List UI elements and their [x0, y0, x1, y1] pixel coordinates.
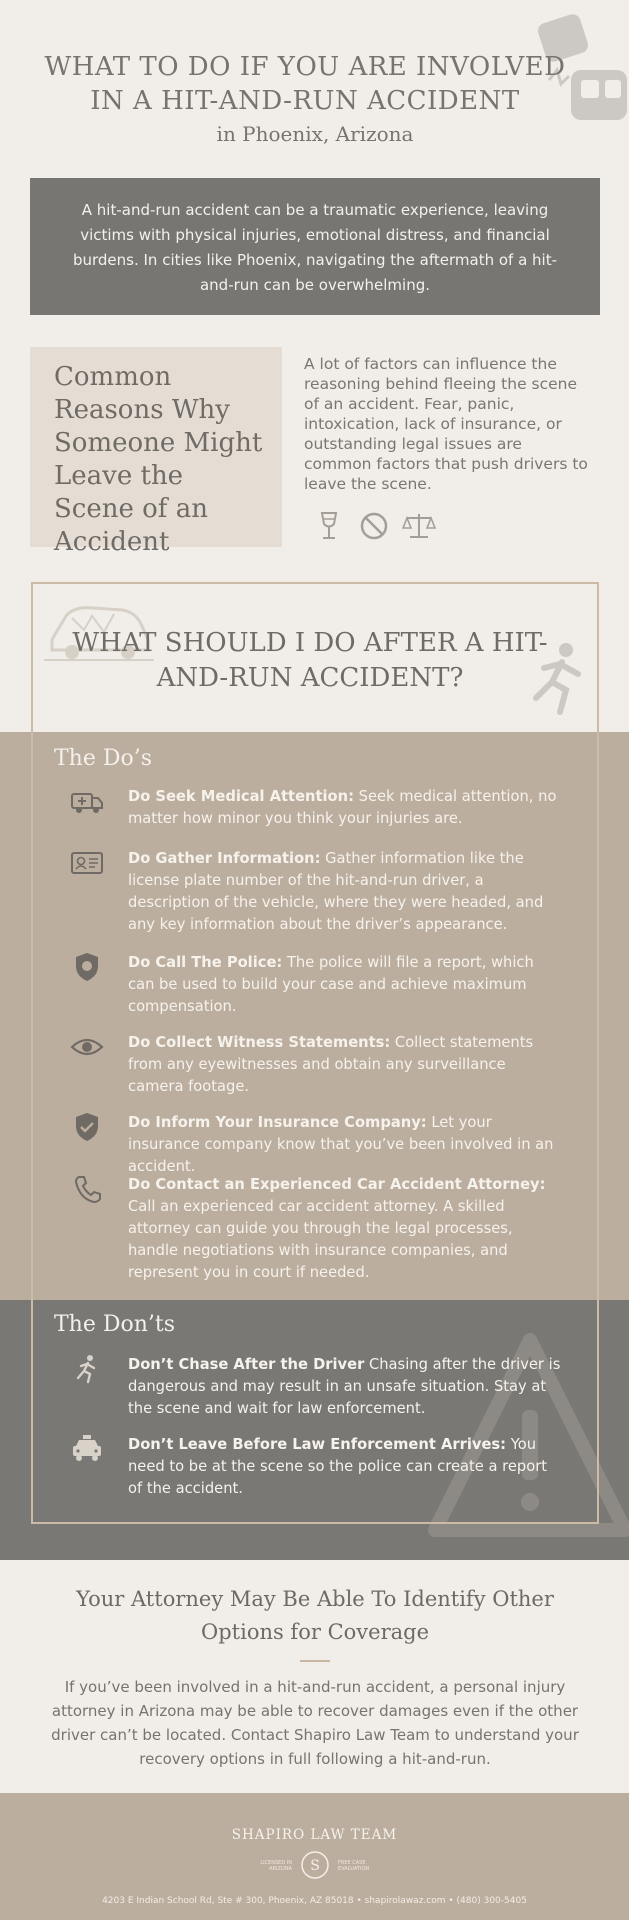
- footer-contact: 4203 E Indian School Rd, Ste # 300, Phoenix, AZ 85018 • shapirolawaz.com • (480) 300-5405: [102, 1896, 527, 1906]
- section-title-what-to-do: WHAT SHOULD I DO AFTER A HIT-AND-RUN ACCIDENT?: [72, 628, 548, 693]
- page-subtitle: in Phoenix, Arizona: [216, 122, 414, 146]
- scales-icon: [402, 510, 432, 542]
- do-item-witness: Do Collect Witness Statements: Collect statements from any eyewitnesses and obtain any surveillance camera footage.: [128, 1034, 534, 1095]
- svg-text:S: S: [310, 1858, 320, 1874]
- attorney-title: Your Attorney May Be Able To Identify Other Options for Coverage: [76, 1587, 554, 1644]
- wine-glass-icon: [314, 510, 344, 542]
- dont-item-leave: Don’t Leave Before Law Enforcement Arrives: You need to be at the scene so the police can create a report of the accident.: [128, 1436, 547, 1497]
- prohibited-icon: [358, 510, 388, 542]
- reasons-text: A lot of factors can influence the reasoning behind fleeing the scene of an accident. Fear, panic, intoxication, lack of insurance, or outstanding legal issues are common factors that push drivers to leave the scene.: [304, 355, 588, 493]
- do-item-gather: Do Gather Information: Gather information like the license plate number of the hit-and-run driver, a description of the vehicle, where they were headed, and any key information about the driver’s appearance.: [128, 850, 544, 933]
- intro-box: [30, 178, 600, 315]
- footer-tag-right: FREE CASE EVALUATION: [338, 1860, 370, 1872]
- reasons-title-box: [30, 347, 282, 557]
- page-title: WHAT TO DO IF YOU ARE INVOLVED IN A HIT-AND-RUN ACCIDENT: [44, 52, 566, 116]
- intro-text: A hit-and-run accident can be a traumatic experience, leaving victims with physical injuries, emotional distress, and financial burdens. In cities like Phoenix, navigating the aftermath of a hit-and-run can be overwhelming.: [72, 201, 558, 294]
- divider: [300, 1660, 330, 1662]
- dos-label: The Do’s: [54, 746, 153, 771]
- do-item-police: Do Call The Police: The police will file a report, which can be used to build your case and achieve maximum compensation.: [128, 954, 534, 1015]
- footer-brand: SHAPIRO LAW TEAM: [231, 1827, 398, 1843]
- do-item-medical: Do Seek Medical Attention: Seek medical attention, no matter how minor you think your injuries are.: [128, 788, 557, 827]
- what-to-do-frame: [31, 582, 599, 1524]
- do-item-insurance: Do Inform Your Insurance Company: Let your insurance company know that you’ve been involved in an accident.: [128, 1114, 554, 1175]
- do-item-attorney: Do Contact an Experienced Car Accident Attorney: Call an experienced car accident attorney. A skilled attorney can guide you through the legal processes, handle negotiations with insurance companies, and represent you in court if needed.: [128, 1176, 546, 1281]
- dont-item-chase: Don’t Chase After the Driver Chasing after the driver is dangerous and may result in an unsafe situation. Stay at the scene and wait for law enforcement.: [128, 1356, 561, 1417]
- footer-tag-left: LICENSED IN ARIZONA: [260, 1860, 292, 1872]
- donts-label: The Don’ts: [54, 1312, 176, 1337]
- reasons-title: Common Reasons Why Someone Might Leave the Scene of an Accident: [54, 362, 263, 557]
- attorney-text: If you’ve been involved in a hit-and-run accident, a personal injury attorney in Arizona may be able to recover damages even if the other driver can’t be located. Contact Shapiro Law Team to understand your recovery options in full following a hit-and-run.: [51, 1678, 579, 1768]
- reasons-icons: [314, 510, 434, 546]
- logo-seal-icon: [300, 1850, 330, 1880]
